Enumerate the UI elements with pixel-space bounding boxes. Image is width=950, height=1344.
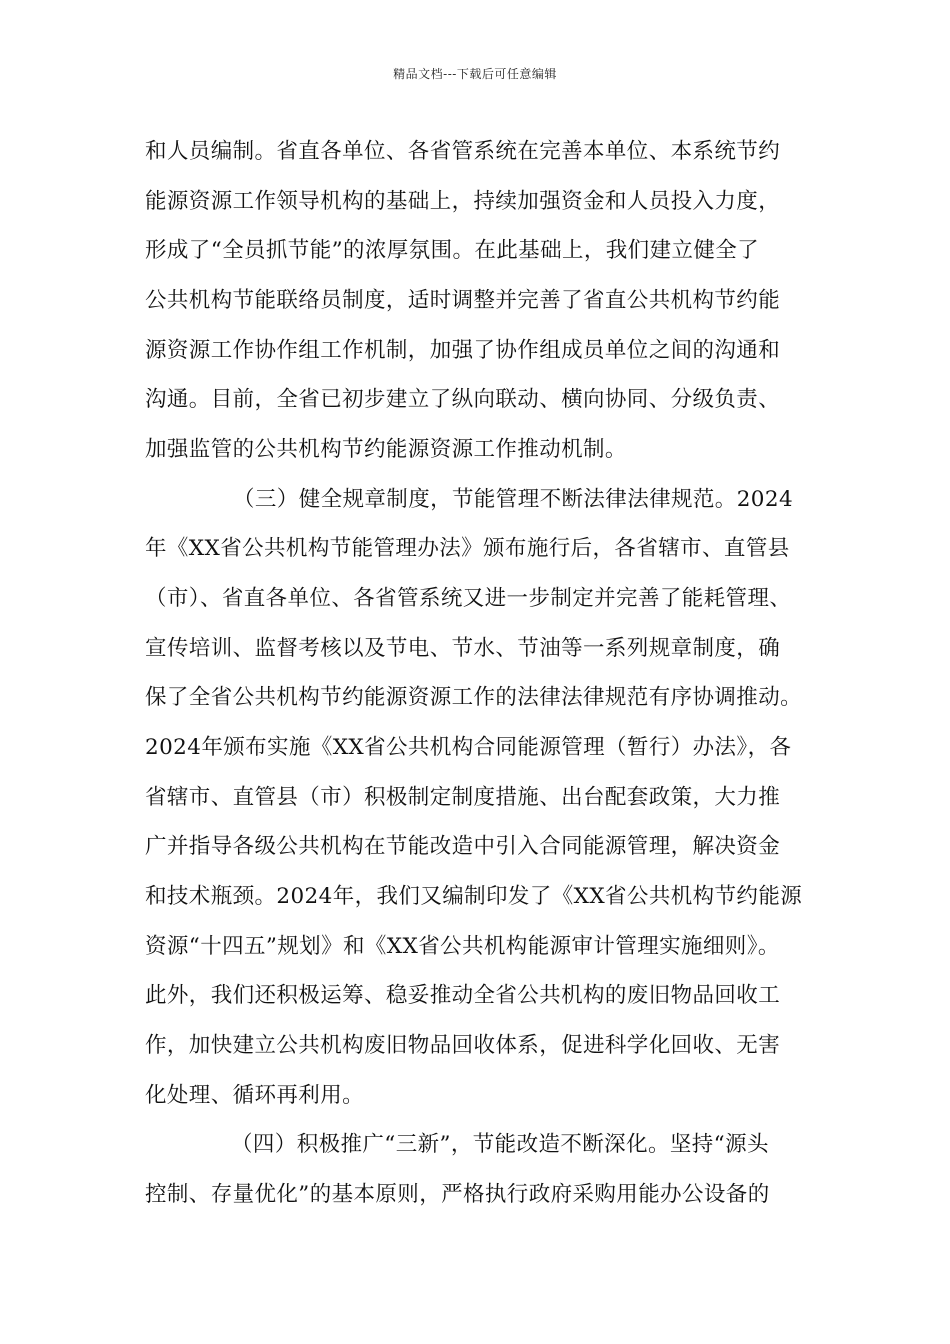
text-line: 控制、存量优化”的基本原则，严格执行政府采购用能办公设备的 [145, 1182, 770, 1207]
text-line: 化处理、循环再利用。 [145, 1083, 365, 1108]
section-heading-3: （三）健全规章制度，节能管理不断法律法律规范。2024 [233, 487, 794, 512]
text-line: 年《XX省公共机构节能管理办法》颁布施行后，各省辖市、直管县 [145, 536, 790, 561]
text-line: 广并指导各级公共机构在节能改造中引入合同能源管理，解决资金 [145, 834, 781, 859]
text-line: 能源资源工作领导机构的基础上，持续加强资金和人员投入力度， [145, 189, 781, 214]
text-line: 此外，我们还积极运筹、稳妥推动全省公共机构的废旧物品回收工 [145, 983, 781, 1008]
text-line: 保了全省公共机构节约能源资源工作的法律法律规范有序协调推动。 [145, 685, 803, 710]
text-line: 和技术瓶颈。2024年，我们又编制印发了《XX省公共机构节约能源 [145, 884, 803, 909]
text-line: 沟通。目前，全省已初步建立了纵向联动、横向协同、分级负责、 [145, 387, 781, 412]
text-line: 公共机构节能联络员制度，适时调整并完善了省直公共机构节约能 [145, 288, 781, 313]
page-header: 精品文档---下载后可任意编辑 [393, 67, 557, 81]
text-line: 源资源工作协作组工作机制，加强了协作组成员单位之间的沟通和 [145, 338, 781, 363]
text-line: 形成了“全员抓节能”的浓厚氛围。在此基础上，我们建立健全了 [145, 238, 760, 263]
section-heading-4: （四）积极推广“三新”，节能改造不断深化。坚持“源头 [231, 1132, 769, 1157]
text-line: 2024年颁布实施《XX省公共机构合同能源管理（暂行）办法》，各 [145, 735, 792, 760]
text-line: 资源“十四五”规划》和《XX省公共机构能源审计管理实施细则》。 [145, 934, 780, 959]
text-line: （市）、省直各单位、各省管系统又进一步制定并完善了能耗管理、 [145, 586, 792, 611]
text-line: 和人员编制。省直各单位、各省管系统在完善本单位、本系统节约 [145, 139, 781, 164]
text-line: 宣传培训、监督考核以及节电、节水、节油等一系列规章制度，确 [145, 636, 781, 661]
text-line: 省辖市、直管县（市）积极制定制度措施、出台配套政策，大力推 [145, 785, 781, 810]
text-line: 加强监管的公共机构节约能源资源工作推动机制。 [145, 437, 627, 462]
text-line: 作，加快建立公共机构废旧物品回收体系，促进科学化回收、无害 [145, 1033, 781, 1058]
